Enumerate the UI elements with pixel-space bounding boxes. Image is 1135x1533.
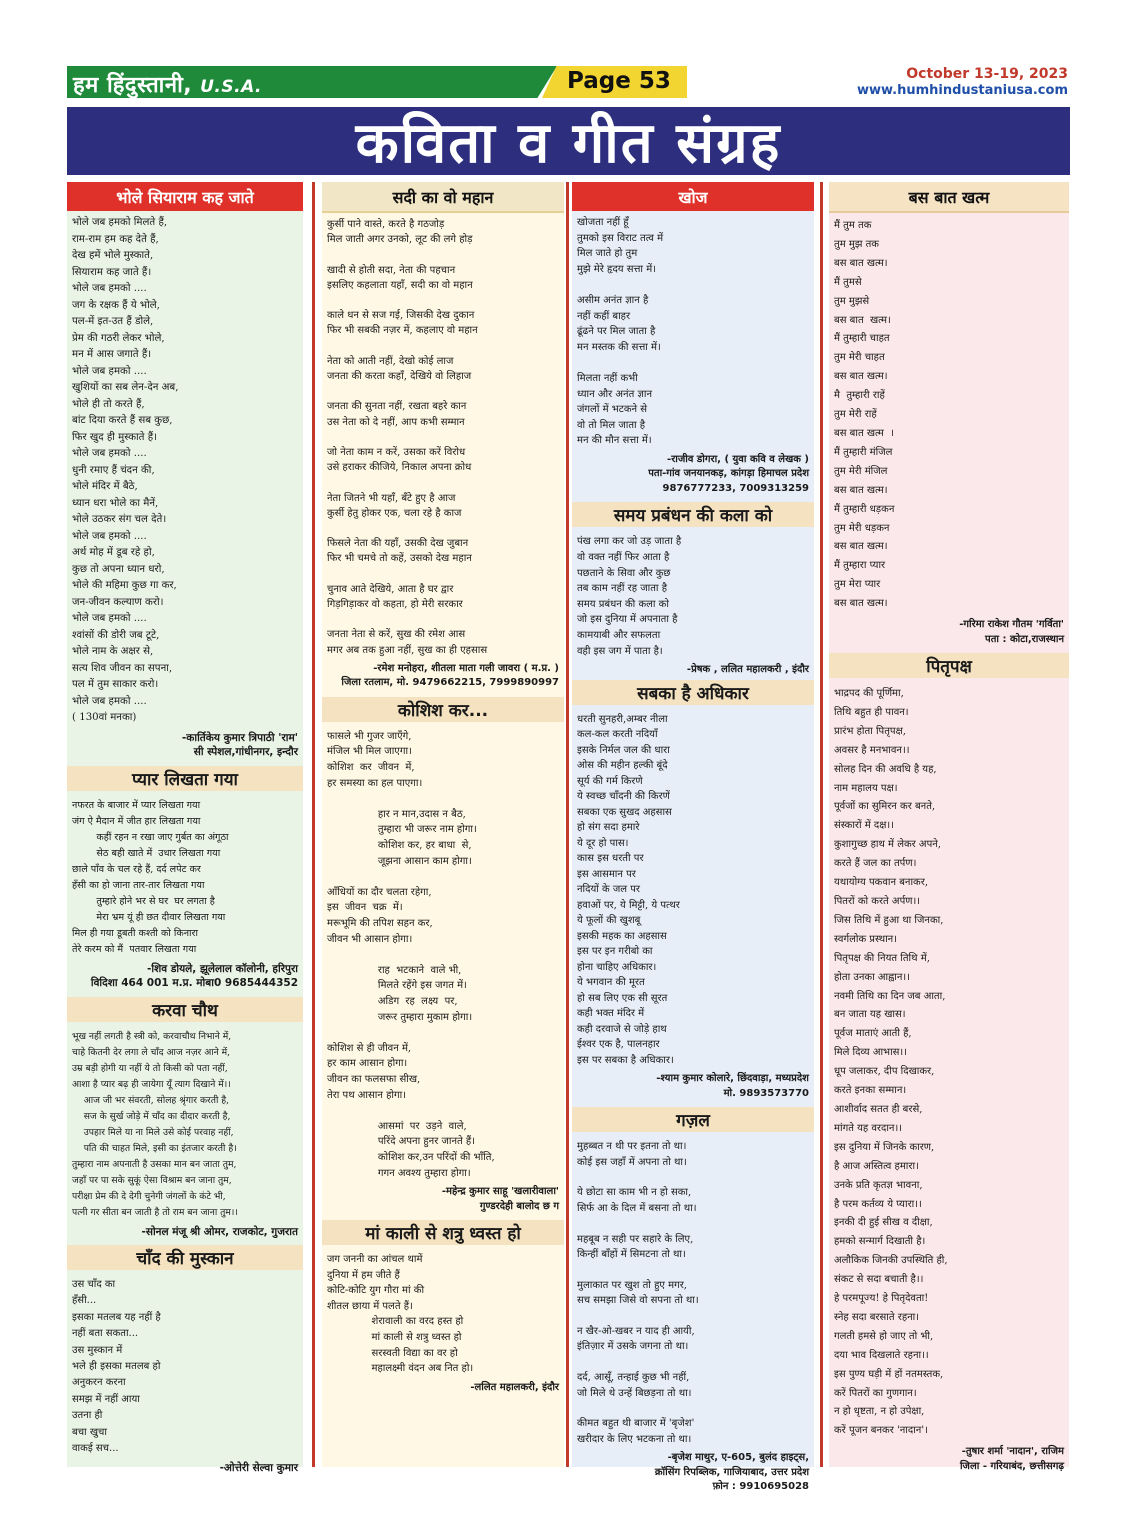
poem-title: समय प्रबंधन की कला को [572, 502, 814, 527]
issue-date: October 13-19, 2023 [906, 66, 1068, 82]
poem-text: मैं तुम तक तुम मुझ तक बस बात खत्म। मैं तुमसे तुम मुझसे बस बात खत्म। मैं तुम्हारी चाहत तुम मेरी चाहत बस बात खत्म। मै तुम्हारी राहें तुम मेरी राहें बस बात खत्म । मैं तुम्हारी मंजिल तुम मेरी मंजिल बस बात खत्म। मैं तुम्हारी धड़कन तुम मेरी धड़कन बस बात खत्म। मैं तुम्हारा प्यार तुम मेरा प्यार बस बात खत्म। [834, 220, 895, 610]
poem-text: भोले जब हमको मिलते हैं, राम-राम हम कह देते हैं, देख हमें भोले मुस्काते, सियाराम कह जाते हैं। भोले जब हमको .... जग के रक्षक हैं ये भोले, पल-में इत-उत हैं डोले, प्रेम की गठरी लेकर भोले, मन में आस जगाते हैं। भोले जब हमको .... खुशियों का सब लेन-देन अब, भोले ही तो करते हैं, बांट दिया करते हैं सब कुछ, फिर खुद ही मुस्काते हैं। भोले जब हमको .... धुनी रमाए हैं चंदन की, भोले मंदिर में बैठे, ध्यान धरा भोले का मैनें, भोले उठकर संग चल देते। भोले जब हमको .... अर्थ मोह में डूब रहे हो, कुछ तो अपना ध्यान धरो, भोले की महिमा कुछ गा कर, जन-जीवन कल्याण करो। भोले जब हमको .... श्वांसों की डोरी जब टूटे, भोले नाम के अक्षर से, सत्य शिव जीवन का सपना, पल में तुम साकार करो। भोले जब हमको .... ( 130वां मनका) [72, 217, 179, 723]
poem-text: उस चाँद का हँसी... इसका मतलब यह नहीं है नहीं बता सकता... उस मुस्कान में भले ही इसका मतलब हो अनुकरन करना समझ में नहीं आया उतना ही बचा खुचा वाकई सच... [72, 1279, 161, 1455]
page-number: Page 53 [567, 68, 671, 94]
poem-title: सबका है अधिकार [572, 680, 814, 705]
poem-title: खोज [572, 182, 814, 211]
column-divider [312, 182, 315, 1467]
poem-text: फासले भी गुजर जाएँगे, मंजिल भी मिल जाएगा। कोशिश कर जीवन में, हर समस्या का हल पाएगा। हार न मान,उदास न बैठ, तुम्हारा भी जरूर नाम होगा। कोशिश कर, हर बाधा से, जूझना आसान काम होगा। आँधियों का दौर चलता रहेगा, इस जीवन चक्र में। मरूभूमि की तपिश सहन कर, जीवन भी आसान होगा। राह भटकाने वाले भी, मिलते रहेंगे इस जगत में। अडिग रह लक्ष्य पर, जरूर तुम्हारा मुकाम होगा। कोशिश से ही जीवन में, हर काम आसान होगा। जीवन का फलसफा सीख, तेरा पथ आसान होगा। आसमां पर उड़ने वाले, परिंदे अपना हुनर जानते हैं। कोशिश कर,उन परिंदों की भाँति, गगन अवश्य तुम्हारा होगा। [327, 730, 495, 1179]
poem-title: गज़ल [572, 1107, 814, 1132]
poem-credit: -सोनल मंजू श्री ओमर, राजकोट, गुजरात [141, 1225, 298, 1238]
masthead-brand: हम हिंदुस्तानी, U.S.A. [73, 73, 263, 98]
poem-title: प्यार लिखता गया [67, 766, 303, 791]
masthead [67, 66, 1070, 100]
poem-credit: -तुषार शर्मा 'नादान', राजिम जिला - गरियाबंद, छत्तीसगढ़ [959, 1446, 1064, 1472]
poem-credit: -गरिमा राकेश गौतम 'गर्विता' पता : कोटा,राजस्थान [959, 619, 1064, 645]
poem-credit: -महेन्द्र कुमार साहू 'खलारीवाला' गुण्डरदेही बालोद छ ग [441, 1186, 559, 1212]
poem-text: धरती सुनहरी,अम्बर नीला कल-कल करती नदियाँ इसके निर्मल जल की धारा ओस की महीन हल्की बूंदे सूर्य की गर्म किरणे ये स्वच्छ चाँदनी की किरणें सबका एक सुखद अहसास हो संग सदा हमारे ये दूर हो पास। कास इस धरती पर इस आसमान पर नदियों के जल पर हवाओं पर, ये मिट्टी, ये पत्थर ये फूलों की खुशबू इसकी महक का अहसास इस पर इन गरीबो का होना चाहिए अधिकार। ये भगवान की मूरत हो सब लिए एक सी सूरत कही भक्त मंदिर में कही दरवाजे से जोड़े हाथ ईश्वर एक है, पालनहार इस पर सबका है अधिकार। [577, 713, 680, 1066]
poem-title: करवा चौथ [67, 997, 303, 1022]
poem-credit: -राजीव डोगरा, ( युवा कवि व लेखक ) पता-गांव जनयानकड़, कांगड़ा हिमाचल प्रदेश 9876777233, 7009313259 [648, 453, 809, 494]
poem-title: भोले सियाराम कह जाते [67, 182, 303, 211]
poem-title: मां काली से शत्रु ध्वस्त हो [322, 1220, 564, 1245]
column-2 [322, 182, 564, 1467]
poem-credit: -कार्तिकेय कुमार त्रिपाठी 'राम' सी स्पेशल,गांधीनगर, इन्दौर [181, 731, 298, 758]
poem-text: मुहब्बत न थी पर इतना तो था। कोई इस जहाँ में अपना तो था। ये छोटा सा काम भी न हो सका, सिर्फ आ के दिल में बसना तो था। महबूब न सही पर सहारे के लिए, किन्हीं बाँहों में सिमटना तो था। मुलाकात पर खुश तो हुए मगर, सच समझा जिसे वो सपना तो था। न खैर-ओ-खबर न याद ही आयी, इंतिज़ार में उसके जगना तो था। दर्द, आसूँ, तन्हाई कुछ भी नहीं, जो मिले थे उन्हें बिछड़ना तो था। कीमत बहुत थी बाजार में 'बृजेश' खरीदार के लिए भटकना तो था। [577, 1141, 699, 1445]
poem-credit: -रमेश मनोहरा, शीतला माता गली जावरा ( म.प्र. ) जिला रतलाम, मो. 9479662215, 7999890997 [341, 662, 559, 689]
poem-text: जग जननी का आंचल थामें दुनिया में हम जीते हैं कोटि-कोटि युग गौरा मां की शीतल छाया में पलते हैं। शेरावाली का वरद हस्त हो मां काली से शत्रु ध्वस्त हो सरस्वती विद्या का वर हो महालक्ष्मी वंदन अब नित हो। [327, 1254, 474, 1375]
poem-credit: -शिव डोयले, झूलेलाल कॉलोनी, हरिपुरा विदिशा 464 001 म.प्र. मोबा0 9685444352 [90, 962, 298, 989]
section-banner [67, 107, 1070, 175]
column-3 [572, 182, 814, 1493]
poem-text: कुर्सी पाने वास्ते, करते है गठजोड़ मिल जाती अगर उनको, लूट की लगे होड़ खादी से होती सदा, नेता की पहचान इसलिए कहलाता यहाँ, सदी का वो महान काले धन से सज गई, जिसकी देख दुकान फिर भी सबकी नज़र में, कहलाए वो महान नेता को आती नहीं, देखो कोई लाज जनता की करता कहाँ, देखिये वो लिहाज जनता की सुनता नहीं, रखता बहरे कान उस नेता को दे नहीं, आप कभी सम्मान जो नेता काम न करें, उसका करें विरोध उसे हराकर कीजिये, निकाल अपना क्रोध नेता जितने भी यहाँ, बँटे हुए है आज कुर्सी हेतु होकर एक, चला रहे है काज फिसले नेता की यहाँ, उसकी देख जुबान फिर भी चमचे तो कहें, उसको देख महान चुनाव आते देखिये, आता है घर द्वार गिड़गिड़ाकर वो कहता, हो मेरी सरकार जनता नेता से करें, सुख की रमेश आस मगर अब तक हुआ नहीं, सुख का ही एहसास [327, 219, 488, 656]
poem-credit: -श्याम कुमार कोलारे, छिंदवाड़ा, मध्यप्रदेश मो. 9893573770 [656, 1073, 809, 1099]
poem-text: भूख नहीं लगती है स्त्री को, करवाचौथ निभाने में, चाहे कितनी देर लगा ले चाँद आज नज़र आने में, उम्र बड़ी होगी या नहीं ये तो किसी को पता नहीं, आशा है प्यार बढ़ ही जायेगा यूँ त्याग दिखाने में।। आज जी भर संवरती, सोलह श्रृंगार करती है, सज के सुर्ख जोड़े में चाँद का दीदार करती है, उपहार मिले या ना मिले उसे कोई परवाह नहीं, पति की चाहत मिले, इसी का इंतजार करती है। तुम्हारा नाम अपनाती है उसका मान बन जाता तुम, जहाँ पर पा सके सुकूं ऐसा विश्राम बन जाना तुम, परीक्षा प्रेम की दे देगी चुनेगी जंगलों के कंटे भी, पत्नी गर सीता बन जाती है तो राम बन जाना तुम।। [72, 1030, 238, 1218]
poem-credit: -प्रेषक , ललित महालकरी , इंदौर [686, 664, 809, 676]
section-title: कविता व गीत संग्रह [355, 111, 782, 176]
poem-credit: -बृजेश माथुर, ए-605, बुलंद हाइट्स, क्रॉसिंग रिपब्लिक, गाजियाबाद, उत्तर प्रदेश फ़ोन : 9910695028 [654, 1452, 809, 1493]
poem-title: पितृपक्ष [829, 653, 1069, 678]
column-divider [820, 182, 823, 1467]
poem-credit: -ललित महालकरी, इंदौर [470, 1381, 559, 1393]
poem-text: पंख लगा कर जो उड़ जाता है वो वक्त नहीं फिर आता है पछताने के सिवा और कुछ तब काम नहीं रह जाता है समय प्रबंधन की कला को जो इस दुनिया में अपनाता है कामयाबी और सफलता वही इस जग में पाता है। [577, 536, 682, 657]
column-4 [829, 182, 1069, 1472]
poem-text: भाद्रपद की पूर्णिमा, तिथि बहुत ही पावन। प्रारंभ होता पितृपक्ष, अवसर है मनभावन।। सोलह दिन की अवधि है यह, नाम महालय पक्ष। पूर्वजों का सुमिरन कर बनते, संस्कारों में दक्ष।। कुशागुच्छ हाथ में लेकर अपने, करते हैं जल का तर्पण। यथायोग्य पकवान बनाकर, पितरों को करते अर्पण।। जिस तिथि में हुआ था जिनका, स्वर्गलोक प्रस्थान। पितृपक्ष की नियत तिथि में, होता उनका आह्वान।। नवमी तिथि का दिन जब आता, बन जाता यह खास। पूर्वज माताएं आती हैं, मिले दिव्य आभास।। धूप जलाकर, दीप दिखाकर, करते इनका सम्मान। आशीर्वाद सतत ही बरसे, मांगते यह वरदान।। इस दुनिया में जिनके कारण, है आज अस्तित्व हमारा। उनके प्रति कृतज्ञ भावना, है परम कर्तव्य ये प्यारा।। इनकी दी हुई सीख व दीक्षा, हमको सन्मार्ग दिखाती है। अलौकिक जिनकी उपस्थिति ही, संकट से सदा बचाती है।। हे परमपूज्य! हे पितृदेवता! स्नेह सदा बरसाते रहना। गलती हमसे हो जाए तो भी, दया भाव दिखलाते रहना।। इस पुण्य घड़ी में हों नतमस्तक, करें पितरों का गुणगान। न हो धृष्टता, न हो उपेक्षा, करें पूजन बनकर 'नादान'। [834, 688, 948, 1437]
column-1 [67, 182, 303, 1475]
poem-title: चाँद की मुस्कान [67, 1245, 303, 1270]
poem-title: सदी का वो महान [322, 182, 564, 213]
poem-text: खोजता नहीं हूँ तुमको इस विराट तत्व में मिल जाते हो तुम मुझे मेरे हृदय सत्ता में। असीम अनंत ज्ञान है नहीं कहीं बाहर ढूंढने पर मिल जाता है मन मस्तक की सत्ता में। मिलता नहीं कभी ध्यान और अनंत ज्ञान जंगलों में भटकने से वो तो मिल जाता है मन की मौन सत्ता में। [577, 217, 664, 447]
poem-text: नफरत के बाजार में प्यार लिखता गया जंग ऐ मैदान में जीत हार लिखता गया कहीं रहन न रखा जाए गुर्बत का अंगूठा सेठ बही खाते में उधार लिखता गया छाले पाँव के चल रहे हैं, दर्द लपेट कर हँसी का हो जाना तार-तार लिखता गया तुम्हारे होने भर से घर घर लगता है मेरा भ्रम यूं ही छत दीवार लिखता गया मिल ही गया डूबती कश्ती को किनारा तेरे करम को मैं पतवार लिखता गया [72, 799, 229, 955]
poem-title: बस बात खत्म [829, 182, 1069, 213]
column-divider [566, 182, 569, 1467]
website-link[interactable]: www.humhindustaniusa.com [856, 83, 1068, 98]
poem-title: कोशिश कर... [322, 697, 564, 722]
poem-credit: -ओत्तेरी सेल्वा कुमार [219, 1462, 298, 1475]
